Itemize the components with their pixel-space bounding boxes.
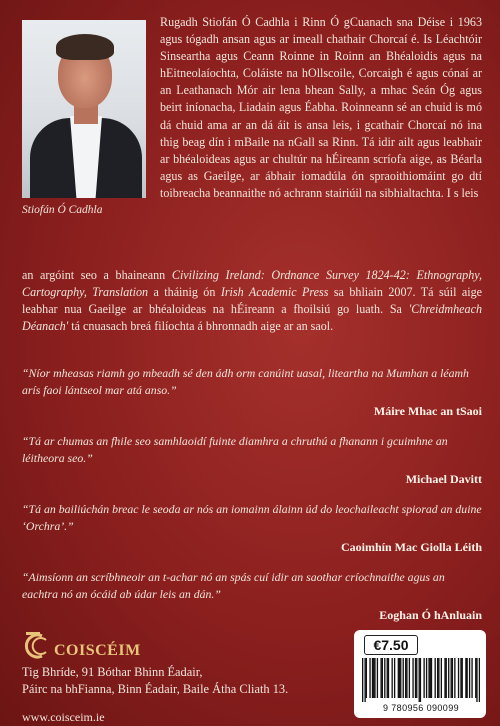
barcode-bar — [446, 658, 447, 698]
address-line-1: Tig Bhríde, 91 Bóthar Bhinn Éadair, — [22, 665, 203, 679]
barcode-bar — [405, 658, 406, 698]
bio-text-1: an argóint seo a bhaineann — [22, 268, 172, 282]
barcode-bar — [438, 658, 439, 698]
quote-text: “Níor mheasas riamh go mbeadh sé den ádh orm canúint uasal, liteartha na Mumhan a léamh arís faoi lántseol mar atá anso.” — [22, 366, 469, 397]
bio-text-4: tá cnuasach breá filíochta á bhronnadh aige ar an saol. — [68, 319, 334, 334]
author-bio-bottom — [22, 267, 482, 335]
barcode-bar — [364, 658, 365, 702]
barcode-bar — [466, 658, 467, 698]
barcode-bar — [423, 658, 424, 698]
barcode-bar — [400, 658, 401, 698]
barcode-bar — [476, 658, 477, 702]
price-tag: €7.50 — [364, 635, 418, 655]
quote-item — [22, 569, 482, 623]
quote-item — [22, 365, 482, 419]
bio-text-3: sa bhliain 2007. Tá súil aige leabhar nua Gaeilge ar bhéaloideas na hÉireann a fhoilsiú go luath. Sa — [22, 285, 483, 317]
barcode-bar — [451, 658, 452, 698]
barcode-bar — [454, 658, 455, 698]
barcode-bar — [458, 658, 459, 698]
barcode-bar — [452, 658, 453, 698]
publisher-address — [22, 664, 322, 698]
barcode-bar — [412, 658, 413, 698]
photo-caption: Stiofán Ó Cadhla — [22, 204, 103, 216]
barcode-bar — [441, 658, 442, 698]
barcode-bar — [388, 658, 389, 698]
barcode-bar — [430, 658, 431, 698]
review-quotes — [22, 365, 482, 637]
publisher-block — [22, 628, 322, 725]
barcode-bar — [471, 658, 472, 698]
barcode-bar — [384, 658, 385, 698]
barcode-bar — [437, 658, 438, 698]
quote-item — [22, 501, 482, 555]
barcode-bar — [460, 658, 461, 698]
barcode-bar — [392, 658, 393, 698]
barcode-bar — [479, 658, 480, 702]
barcode-bar — [398, 658, 399, 698]
barcode-bar — [431, 658, 432, 698]
publisher-logo-name: COISCÉIM — [54, 642, 141, 659]
barcode-bar — [426, 658, 427, 698]
barcode-bar — [372, 658, 373, 698]
barcode-bar — [435, 658, 436, 698]
publisher-logo — [22, 628, 322, 662]
quote-text: “Aimsíonn an scríbhneoir an t-achar nó an spás cuí idir an saothar críochnaithe agus an eachtra nó an ócáid ab údar leis an dán.” — [22, 570, 445, 601]
author-bio-top: Rugadh Stiofán Ó Cadhla i Rinn Ó gCuanach sna Déise i 1963 agus tógadh ansan agus ar imeall chathair Chorcaí é. Is Léachtóir Sinseartha agus Ceann Roinne in Roinn an Bhéaloidis agus na hEitneolaíochta, Coláiste na hOllscoile, Corcaigh é agus cónaí ar an Leathanach Mór air lena bhean Sally, a mhac Seán Óg agus beirt iníonacha, Liadain agus Éabha. Roinneann sé an chuid is mó dá chuid ama ar an dá áit is ansa leis, i gcathair Chorcaí nó ina thig beag dín i mBaile na nGall sa Rinn. Tá idir ailt agus leabhair ar bhéaloideas agus ar chultúr na hÉireann scríofa aige, as Béarla agus as Gaeilge, ar ábhair iomadúla ón spraoithiomáint go dtí toibreacha beannaithe nó achrann stairiúil na sibhialtachta. I s leis — [160, 15, 482, 200]
bio-text-2: a tháinig ón — [148, 285, 221, 300]
quote-author: Caoimhín Mac Giolla Léith — [341, 540, 482, 554]
coisceim-logo-icon — [22, 630, 52, 662]
barcode-bar — [369, 658, 370, 698]
barcode-bar — [380, 658, 381, 698]
barcode-bar — [374, 658, 375, 698]
barcode-bar — [462, 658, 463, 698]
author-photo — [22, 20, 146, 198]
barcode-bar — [387, 658, 388, 698]
quote-author: Eoghan Ó hAnluain — [379, 608, 482, 622]
barcode-bar — [420, 658, 421, 702]
barcode-panel — [354, 630, 486, 718]
barcode-bar — [362, 658, 363, 702]
barcode-bar — [475, 658, 476, 698]
quote-text: “Tá ar chumas an fhile seo samhlaoidí fuinte diamhra a chruthú a fhanann i gcuimhne an léitheora seo.” — [22, 434, 448, 465]
quote-author: Máire Mhac an tSaoi — [373, 404, 482, 418]
barcode-bar — [377, 658, 378, 698]
barcode-bar — [444, 658, 445, 698]
barcode-bars — [362, 658, 480, 702]
book-title: Civilizing Ireland: Ordnance Survey 1824-42: Ethnography, Cartography, Translation — [22, 268, 482, 300]
barcode-bar — [409, 658, 410, 698]
barcode-bar — [416, 658, 417, 698]
barcode-bar — [428, 658, 429, 698]
barcode-bar — [465, 658, 466, 698]
barcode-bar — [399, 658, 400, 698]
barcode-number: 9 780956 090099 — [382, 703, 460, 713]
barcode-bar — [419, 658, 420, 702]
barcode-bar — [382, 658, 383, 698]
barcode-bar — [394, 658, 395, 698]
publisher-website: www.coisceim.ie — [22, 710, 105, 724]
photo-hair — [56, 34, 114, 60]
barcode-bar — [406, 658, 407, 698]
barcode-bar — [469, 658, 470, 698]
barcode-bar — [415, 658, 416, 698]
barcode-bar — [366, 658, 367, 698]
quote-author: Michael Davitt — [405, 472, 482, 486]
barcode-bar — [373, 658, 374, 698]
barcode-bar — [403, 658, 404, 698]
address-line-2: Páirc na bhFianna, Binn Éadair, Baile Átha Cliath 13. — [22, 682, 289, 696]
quote-item — [22, 433, 482, 487]
barcode-bar — [448, 658, 449, 698]
quote-text: “Tá an bailiúchán breac le seoda ar nós an iomainn álainn úd do leochaileacht spiorad an duine ‘Orchra’.” — [22, 502, 482, 533]
publisher-name: Irish Academic Press — [220, 285, 329, 300]
collection-title: 'Chreidmheach Déanach' — [22, 302, 482, 334]
